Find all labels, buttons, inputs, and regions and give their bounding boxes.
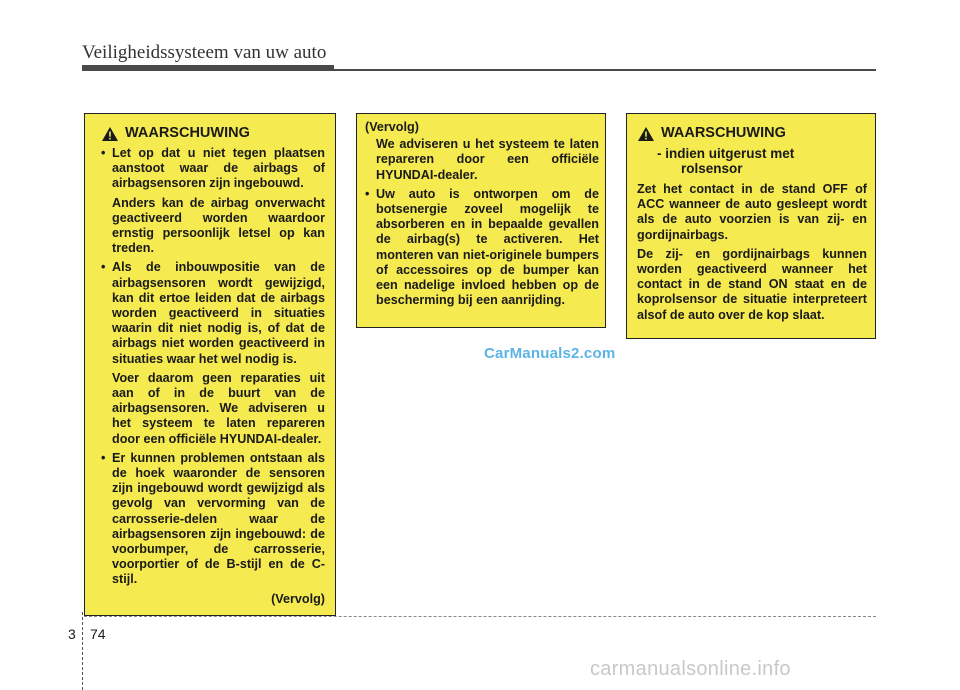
- paragraph: Zet het contact in de stand OFF of ACC wanneer de auto gesleept wordt als de auto voorzien is van zij- en gordijnairbags.: [637, 182, 867, 242]
- footer-divider: [82, 612, 83, 690]
- warning-subheading: [637, 146, 867, 176]
- paragraph: Anders kan de airbag onverwacht geactiveerd worden waardoor ernstig persoonlijk letsel op kan treden.: [112, 195, 325, 256]
- watermark-link[interactable]: CarManuals2.com: [484, 345, 616, 362]
- page-number: 74: [90, 626, 106, 642]
- paragraph: • Uw auto is ontworpen om de botsenergie zoveel mogelijk te absorberen en in bepaalde gevallen de airbag(s) te activeren. Het monteren van niet-originele bumpers of accessoires op de bumper kan een nadelige invloed hebben op de bescherming bij een aanrijding.: [376, 186, 599, 308]
- chapter-number: 3: [68, 626, 76, 642]
- paragraph: Voer daarom geen reparaties uit aan of in de buurt van de airbagsensoren. We adviseren u het systeem te laten repareren door een officiële HYUNDAI-dealer.: [112, 370, 325, 446]
- warning-box-rollover-sensor: [626, 113, 876, 339]
- warning-triangle-icon: [637, 126, 655, 142]
- list-item: [101, 451, 325, 588]
- footer-rule: [84, 616, 876, 617]
- warning-heading-text: WAARSCHUWING: [661, 125, 786, 142]
- subheading-line: rolsensor: [681, 161, 743, 176]
- paragraph: • Let op dat u niet tegen plaatsen aanstoot waar de airbags of airbagsensoren zijn ingebouwd.: [112, 146, 325, 191]
- warning-triangle-icon: [101, 126, 119, 142]
- subheading-line: - indien uitgerust met: [657, 146, 795, 161]
- paragraph: • Als de inbouwpositie van de airbagsensoren wordt gewijzigd, kan dit ertoe leiden dat de airbags worden geactiveerd in situaties waarin dit niet nodig is, of dat de airbags niet worden geactiveerd in situaties waar het wel nodig is.: [112, 260, 325, 366]
- header-rule: [82, 65, 334, 71]
- continued-label: (Vervolg): [365, 120, 419, 134]
- continued-label: (Vervolg): [271, 591, 325, 606]
- warning-heading: [637, 126, 867, 142]
- warning-heading: [101, 126, 325, 142]
- warning-heading-text: WAARSCHUWING: [125, 125, 250, 142]
- warning-bullets: [365, 187, 599, 309]
- footer-watermark: carmanualsonline.info: [590, 658, 791, 680]
- warning-bullets: [101, 146, 325, 588]
- list-item: [101, 260, 325, 446]
- list-item: [365, 187, 599, 309]
- warning-box-continued: [356, 113, 606, 328]
- warning-box-airbag-sensors: [84, 113, 336, 616]
- paragraph: • Er kunnen problemen ontstaan als de hoek waaronder de sensoren zijn ingebouwd wordt gewijzigd als gevolg van vervorming van de carrosserie-delen waar de airbagsensoren zijn ingebouwd: de voorbumper, de carrosserie, voorportier of de B-stijl en de C-stijl.: [112, 450, 325, 587]
- paragraph: De zij- en gordijnairbags kunnen worden geactiveerd wanneer het contact in de stand ON staat en de koprolsensor de situatie interpreteert alsof de auto over de kop slaat.: [637, 246, 867, 322]
- header-rule-thin: [334, 69, 876, 71]
- list-item: [101, 146, 325, 256]
- page-header-title: Veiligheidssysteem van uw auto: [82, 42, 327, 63]
- paragraph: We adviseren u het systeem te laten repareren door een officiële HYUNDAI-dealer.: [376, 137, 599, 182]
